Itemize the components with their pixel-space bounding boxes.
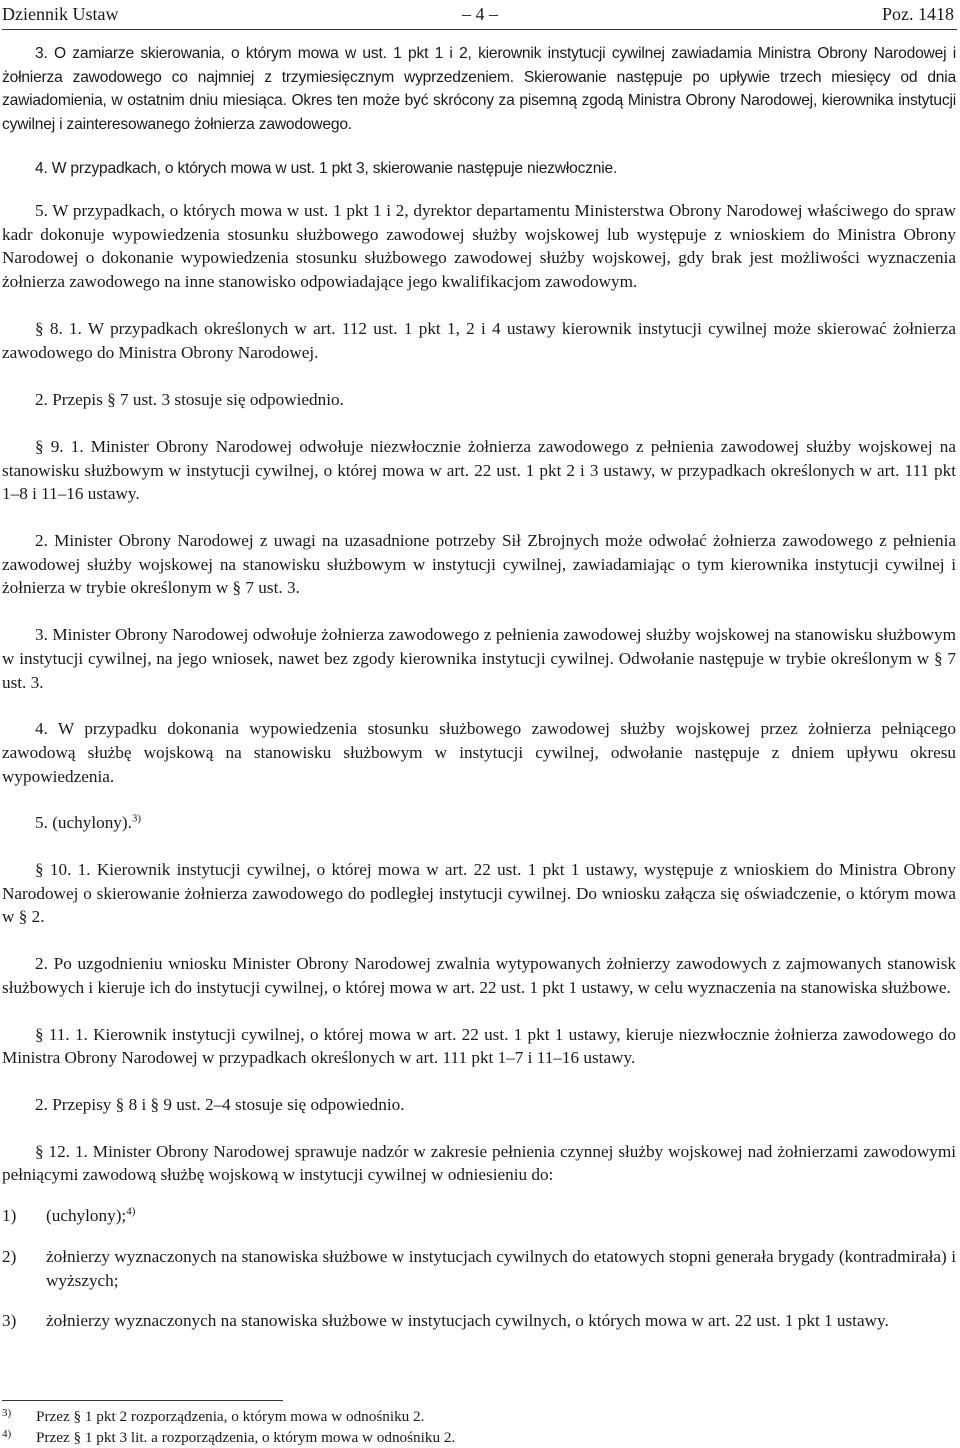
paragraph-10-2: 2. Po uzgodnieniu wniosku Minister Obrony Narodowej zwalnia wytypowanych żołnierzy zawodowych z zajmowanych stanowisk służbowych i kieruje ich do instytucji cywilnej, o której mowa w art. 22 ust. 1 pkt 1 ustawy, w celu wyznaczenia na stanowiska służbowe. xyxy=(2,954,956,997)
list-item-label: (uchylony); xyxy=(46,1206,127,1226)
footnotes xyxy=(2,1406,956,1448)
list-item xyxy=(2,1245,956,1292)
list-item-text: żołnierzy wyznaczonych na stanowiska służbowe w instytucjach cywilnych, o których mowa w art. 22 ust. 1 pkt 1 ustawy. xyxy=(46,1311,889,1331)
paragraph-7-5: 5. W przypadkach, o których mowa w ust. 1 pkt 1 i 2, dyrektor departamentu Ministerstwa Obrony Narodowej właściwego do spraw kadr dokonuje wypowiedzenia stosunku służbowego zawodowej służby wojskowej lub występuje z wnioskiem do Ministra Obrony Narodowej o dokonanie wypowiedzenia stosunku służbowego zawodowej służby wojskowej, gdy brak jest możliwości wyznaczenia żołnierza zawodowego na inne stanowisko odpowiadające jego kwalifikacjom zawodowym. xyxy=(2,201,956,292)
journal-title: Dziennik Ustaw xyxy=(2,4,119,24)
footnote xyxy=(2,1427,956,1448)
paragraph-9-3: 3. Minister Obrony Narodowej odwołuje żołnierza zawodowego z pełnienia zawodowej służby wojskowej na stanowisku służbowym w instytucji cywilnej, na jego wniosek, nawet bez zgody kierownika instytucji cywilnej. Odwołanie następuje w trybie określonym w § 7 ust. 3. xyxy=(2,625,956,692)
footnote-ref-3: 3) xyxy=(131,812,142,825)
footnote-text: Przez § 1 pkt 3 lit. a rozporządzenia, o którym mowa w odnośniku 2. xyxy=(36,1429,456,1446)
page-number: – 4 – xyxy=(462,4,498,24)
paragraph-9-5-text: 5. (uchylony). xyxy=(35,813,132,833)
list-item-number: 2) xyxy=(2,1246,17,1266)
footnote xyxy=(2,1406,956,1427)
paragraph-7-4: 4. W przypadkach, o których mowa w ust. 1 pkt 3, skierowanie następuje niezwłocznie. xyxy=(35,160,618,178)
paragraph-8-2: 2. Przepis § 7 ust. 3 stosuje się odpowiednio. xyxy=(35,390,344,410)
paragraph-9-2: 2. Minister Obrony Narodowej z uwagi na uzasadnione potrzeby Sił Zbrojnych może odwołać żołnierza zawodowego z pełnienia zawodowej służby wojskowej na stanowisku służbowym w instytucji cywilnej, zawiadamiając o tym kierownika instytucji cywilnej i żołnierza w trybie określonym w § 7 ust. 3. xyxy=(2,531,956,598)
sans-text-block xyxy=(2,42,956,181)
paragraph-8-1: § 8. 1. W przypadkach określonych w art. 112 ust. 1 pkt 1, 2 i 4 ustawy kierownik instytucji cywilnej może skierować żołnierza zawodowego do Ministra Obrony Narodowej. xyxy=(2,318,956,362)
footnote-ref-4: 4) xyxy=(126,1205,136,1218)
list-item-number: 1) xyxy=(2,1206,17,1226)
footnote-rule xyxy=(2,1400,283,1401)
footnote-mark: 3) xyxy=(2,1407,12,1419)
list-item-text: żołnierzy wyznaczonych na stanowiska służbowe w instytucjach cywilnych do etatowych stopni generała brygady (kontradmirała) i wyższych; xyxy=(46,1246,956,1290)
paragraph-11-1: § 11. 1. Kierownik instytucji cywilnej, o której mowa w art. 22 ust. 1 pkt 1 ustawy, kieruje niezwłocznie żołnierza zawodowego do Ministra Obrony Narodowej w przypadkach określonych w art. 111 pkt 1–7 i 11–16 ustawy. xyxy=(2,1024,956,1068)
serif-text-block xyxy=(2,199,956,1333)
header-rule xyxy=(2,29,957,30)
footnote-mark: 4) xyxy=(2,1428,12,1440)
paragraph-9-1: § 9. 1. Minister Obrony Narodowej odwołuje niezwłocznie żołnierza zawodowego z pełnienia zawodowej służby wojskowej na stanowisku służbowym w instytucji cywilnej, o której mowa w art. 22 ust. 1 pkt 2 i 3 ustawy, w przypadkach określonych w art. 111 pkt 1–8 i 11–16 ustawy. xyxy=(2,436,956,504)
list-item-text xyxy=(46,1204,956,1228)
paragraph-9-5 xyxy=(2,811,956,835)
paragraph-10-1: § 10. 1. Kierownik instytucji cywilnej, o której mowa w art. 22 ust. 1 pkt 1 ustawy, występuje z wnioskiem do Ministra Obrony Narodowej o skierowanie żołnierza zawodowego do podległej instytucji cywilnej. Do wniosku załącza się oświadczenie, o którym mowa w § 2. xyxy=(2,860,956,927)
position-number: Poz. 1418 xyxy=(882,4,954,24)
list-item xyxy=(2,1204,956,1228)
list-item xyxy=(2,1309,956,1333)
list-item-number: 3) xyxy=(2,1311,17,1331)
paragraph-11-2: 2. Przepisy § 8 i § 9 ust. 2–4 stosuje się odpowiednio. xyxy=(35,1094,405,1114)
paragraph-12-1: § 12. 1. Minister Obrony Narodowej sprawuje nadzór w zakresie pełnienia czynnej służby wojskowej nad żołnierzami zawodowymi pełniącymi zawodową służbę wojskową w instytucji cywilnej w odniesieniu do: xyxy=(2,1141,956,1185)
footnote-text: Przez § 1 pkt 2 rozporządzenia, o którym mowa w odnośniku 2. xyxy=(36,1408,425,1425)
page-header xyxy=(0,0,960,28)
paragraph-7-3: 3. O zamiarze skierowania, o którym mowa w ust. 1 pkt 1 i 2, kierownik instytucji cywilnej zawiadamia Ministra Obrony Narodowej i żołnierza zawodowego co najmniej z trzymiesięcznym wyprzedzeniem. Skierowanie następuje po upływie trzech miesięcy od dnia zawiadomienia, w ostatnim dniu miesiąca. Okres ten może być skrócony za pisemną zgodą Ministra Obrony Narodowej, kierownika instytucji cywilnej i zainteresowanego żołnierza zawodowego. xyxy=(2,45,956,133)
paragraph-9-4: 4. W przypadku dokonania wypowiedzenia stosunku służbowego zawodowej służby wojskowej przez żołnierza pełniącego zawodową służbę wojskową na stanowisku służbowym w instytucji cywilnej, odwołanie następuje z dniem upływu okresu wypowiedzenia. xyxy=(2,719,956,786)
